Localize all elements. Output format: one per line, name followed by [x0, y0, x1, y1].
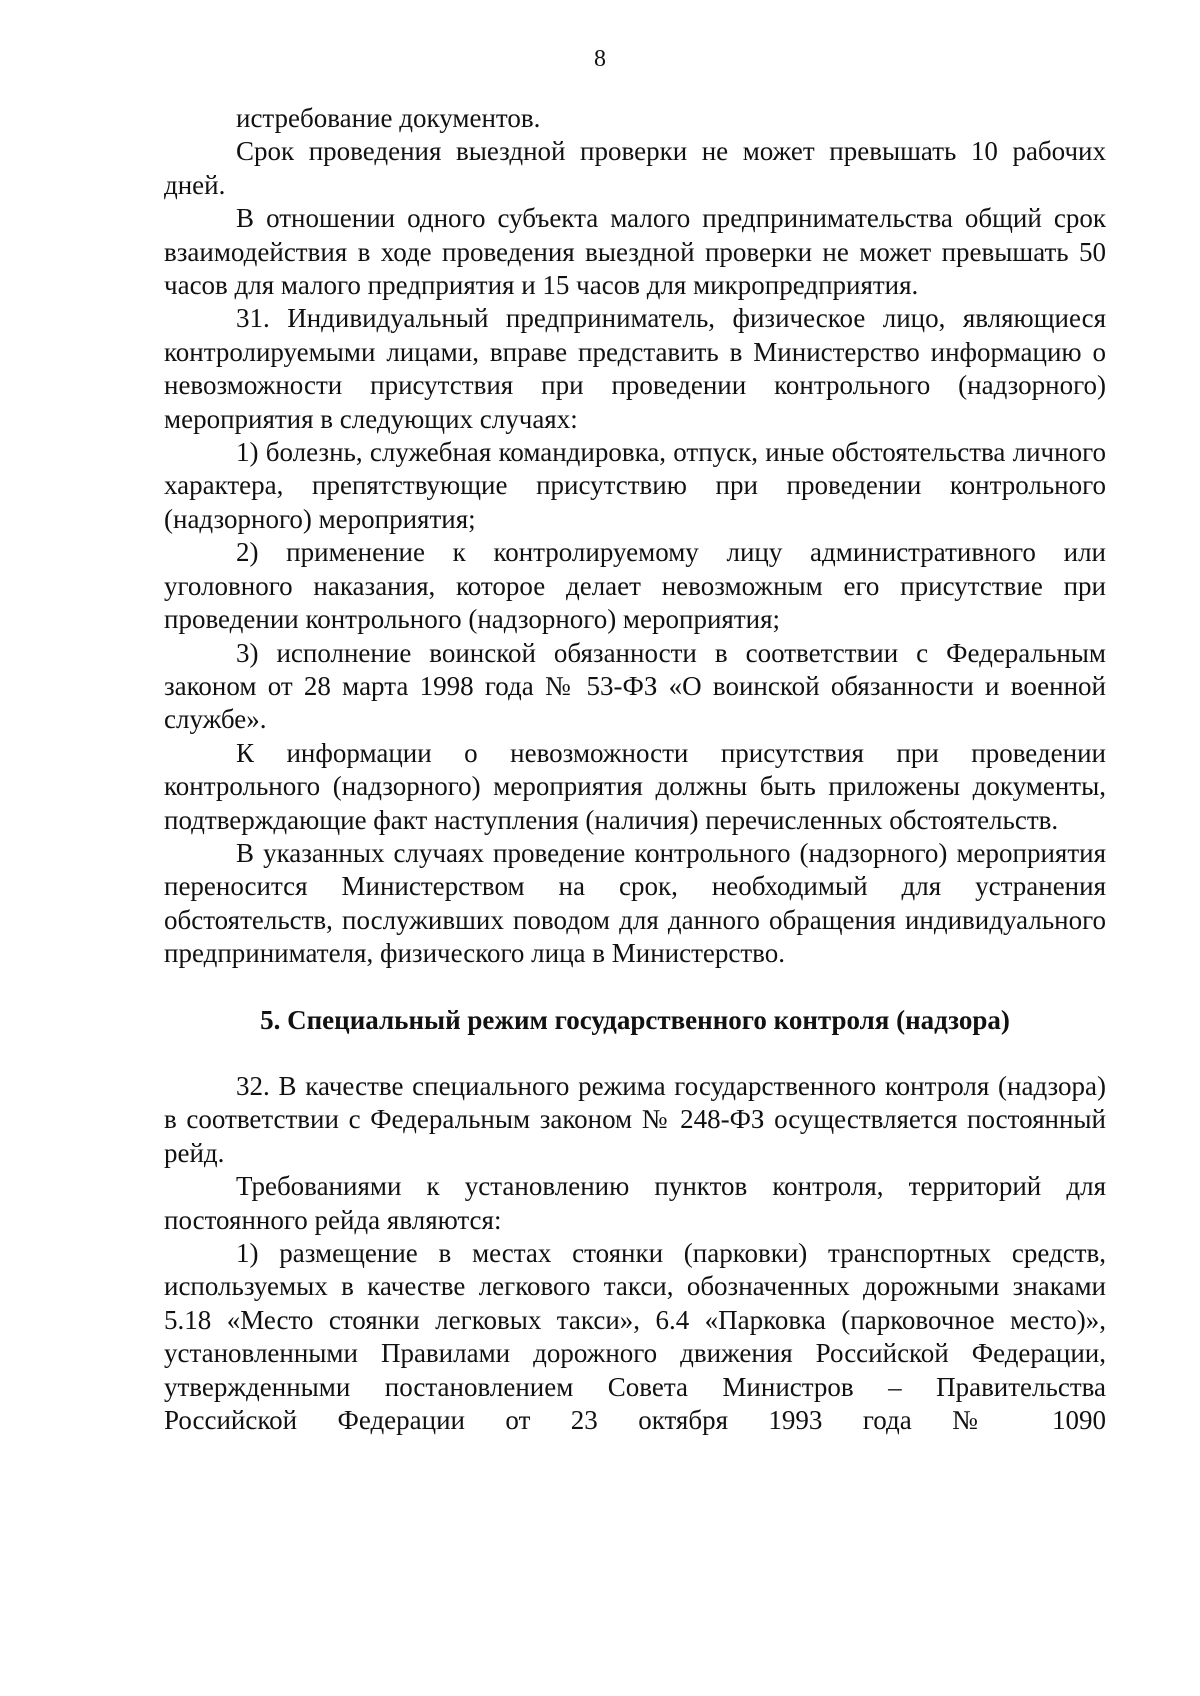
- list-item: 3) исполнение воинской обязанности в соответствии с Федеральным законом от 28 марта 1998 года № 53-ФЗ «О воинской обязанности и военной службе».: [164, 637, 1106, 735]
- paragraph: В указанных случаях проведение контрольного (надзорного) мероприятия переносится Министерством на срок, необходимый для устранения обстоятельств, послуживших поводом для данного обращения индивидуального предпринимателя, физического лица в Министерство.: [164, 837, 1106, 969]
- paragraph: 31. Индивидуальный предприниматель, физическое лицо, являющиеся контролируемыми лицами, вправе представить в Министерство информацию о невозможности присутствия при проведении контрольного (надзорного) мероприятия в следующих случаях:: [164, 303, 1106, 434]
- paragraph: 32. В качестве специального режима государственного контроля (надзора) в соответствии с Федеральным законом № 248-ФЗ осуществляется постоянный рейд.: [164, 1070, 1106, 1168]
- paragraph: Срок проведения выездной проверки не может превышать 10 рабочих дней.: [164, 136, 1106, 200]
- list-item: 1) болезнь, служебная командировка, отпуск, иные обстоятельства личного характера, препятствующие присутствию при проведении контрольного (надзорного) мероприятия;: [164, 437, 1106, 534]
- list-item: 2) применение к контролируемому лицу административного или уголовного наказания, которое делает невозможным его присутствие при проведении контрольного (надзорного) мероприятия;: [164, 537, 1106, 635]
- paragraph: Требованиями к установлению пунктов контроля, территорий для постоянного рейда являются:: [164, 1171, 1106, 1235]
- paragraph: истребование документов.: [236, 103, 541, 133]
- list-item: 1) размещение в местах стоянки (парковки) транспортных средств, используемых в качестве легкового такси, обозначенных дорожными знаками 5.18 «Место стоянки легковых такси», 6.4 «Парковка (парковочное место)», установленными Правилами дорожного движения Российской Федерации, утвержденными постановлением Совета Министров – Правительства Российской Федерации от 23 октября 1993 года № 1090: [164, 1238, 1106, 1436]
- document-body: [164, 102, 1106, 1437]
- paragraph: К информации о невозможности присутствия при проведении контрольного (надзорного) мероприятия должны быть приложены документы, подтверждающие факт наступления (наличия) перечисленных обстоятельств.: [164, 737, 1106, 835]
- page-number: 8: [594, 46, 606, 72]
- paragraph: В отношении одного субъекта малого предпринимательства общий срок взаимодействия в ходе проведения выездной проверки не может превышать 50 часов для малого предприятия и 15 часов для микропредприятия.: [164, 203, 1106, 301]
- section-heading: 5. Специальный режим государственного контроля (надзора): [260, 1004, 1010, 1035]
